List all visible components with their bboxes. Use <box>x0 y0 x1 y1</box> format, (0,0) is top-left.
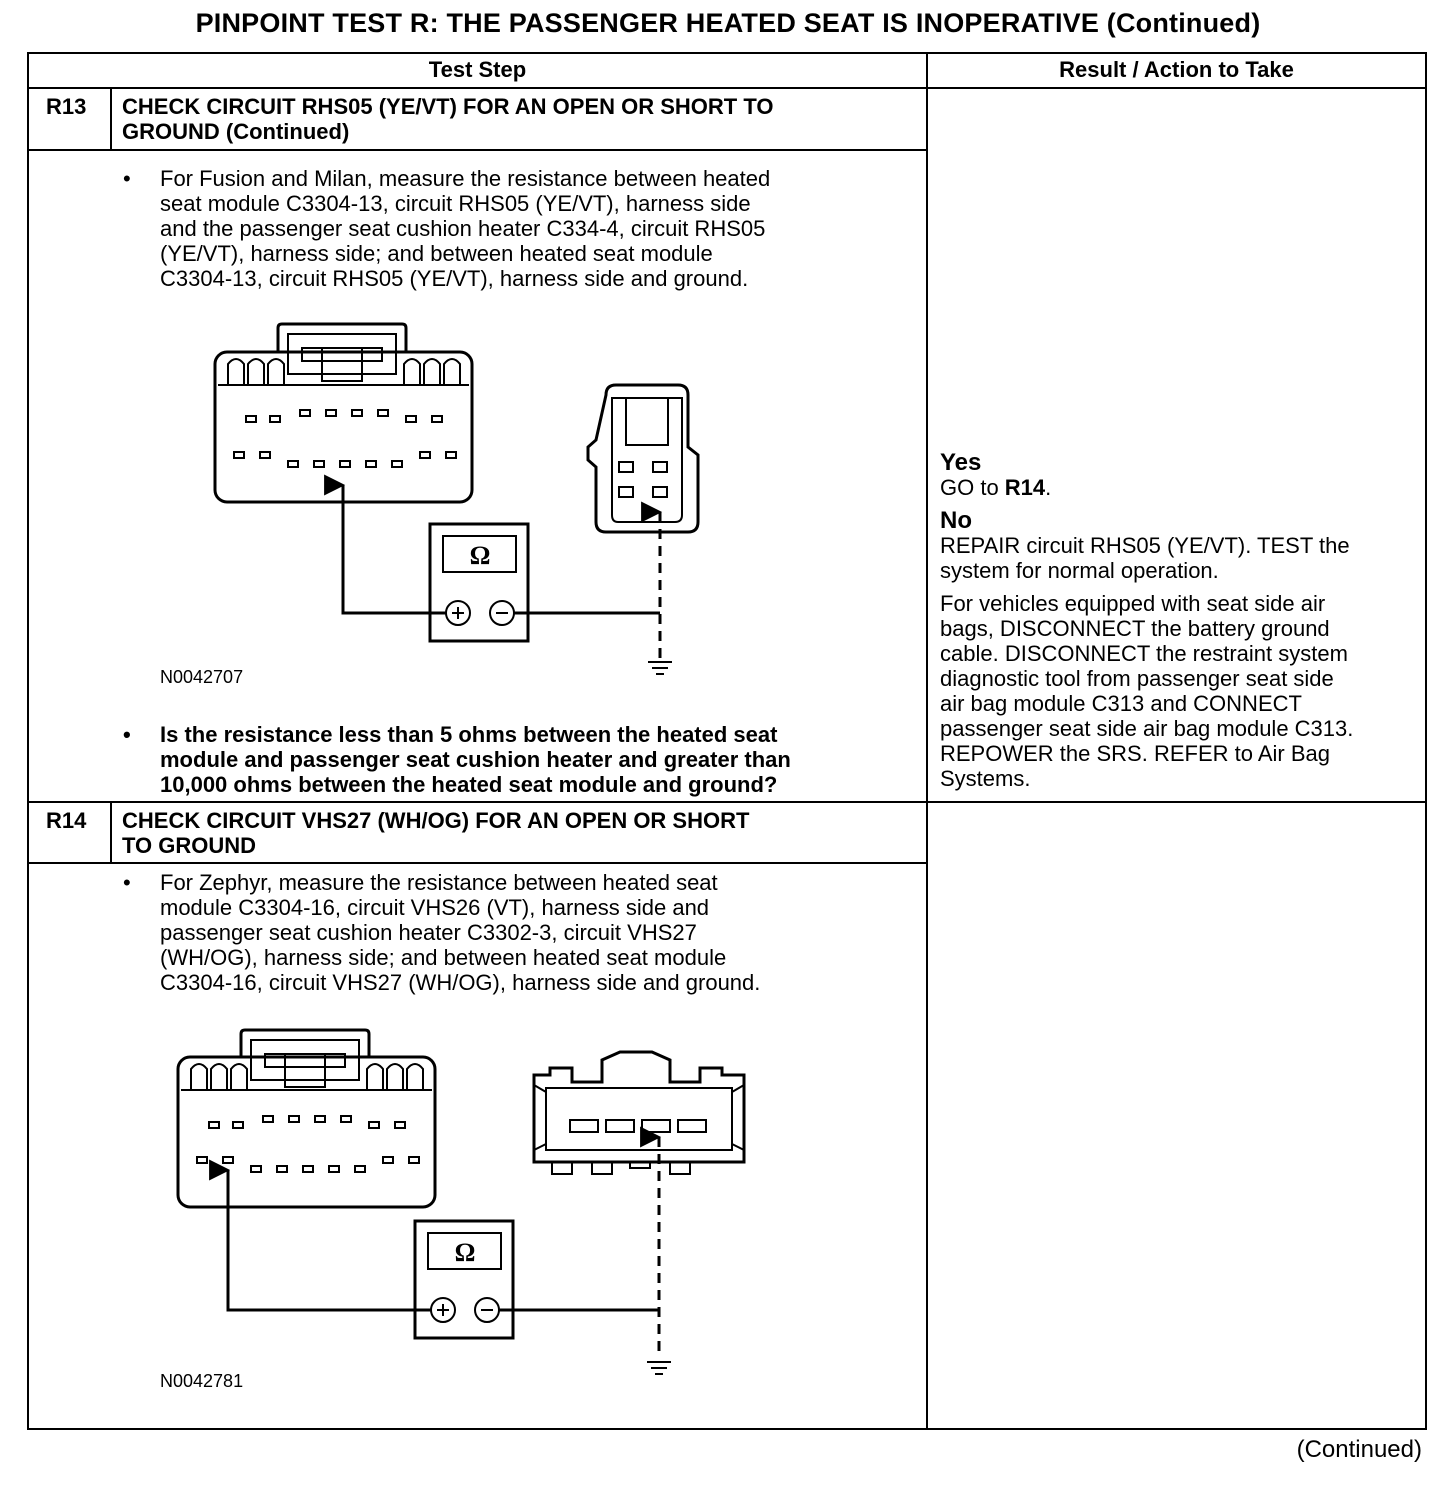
step-id-r13: R13 <box>46 94 87 119</box>
result-no-line: REPAIR circuit RHS05 (YE/VT). TEST the <box>940 533 1350 558</box>
continued-label: (Continued) <box>1296 1436 1422 1463</box>
result-yes-prefix: GO to <box>940 475 1005 500</box>
result-note-line: diagnostic tool from passenger seat side <box>940 666 1334 691</box>
r14-test-leads <box>228 1137 659 1358</box>
r14-heated-seat-module-connector <box>178 1030 435 1207</box>
r13-question-line: Is the resistance less than 5 ohms between the heated seat <box>160 722 778 747</box>
result-note-line: REPOWER the SRS. REFER to Air Bag <box>940 741 1331 766</box>
step-title-r14-line1: CHECK CIRCUIT VHS27 (WH/OG) FOR AN OPEN OR SHORT <box>122 808 750 833</box>
r14-figure-id: N0042781 <box>160 1371 244 1391</box>
bullet-mark: • <box>123 722 131 747</box>
r13-ohm-symbol: Ω <box>469 541 491 570</box>
r13-question-line: module and passenger seat cushion heater and greater than <box>160 747 791 772</box>
r13-instruction-line: C3304-13, circuit RHS05 (YE/VT), harness side and ground. <box>160 266 749 291</box>
result-note-line: cable. DISCONNECT the restraint system <box>940 641 1348 666</box>
r14-instruction-line: For Zephyr, measure the resistance between heated seat <box>160 870 718 895</box>
r13-ground-icon <box>648 662 672 674</box>
step-title-r13-line2: GROUND (Continued) <box>122 119 350 144</box>
r13-heated-seat-module-connector <box>215 324 472 502</box>
r13-figure-id: N0042707 <box>160 667 244 687</box>
result-yes-suffix: . <box>1045 475 1052 500</box>
r14-instruction-line: C3304-16, circuit VHS27 (WH/OG), harness side and ground. <box>160 970 761 995</box>
result-note-line: passenger seat side air bag module C313. <box>940 716 1354 741</box>
result-note-line: air bag module C313 and CONNECT <box>940 691 1302 716</box>
header-result-action: Result / Action to Take <box>1059 57 1294 82</box>
result-no-line: system for normal operation. <box>940 558 1219 583</box>
result-note-line: For vehicles equipped with seat side air <box>940 591 1326 616</box>
r13-instruction-line: (YE/VT), harness side; and between heated seat module <box>160 241 713 266</box>
r14-instruction-line: module C3304-16, circuit VHS26 (VT), harness side and <box>160 895 710 920</box>
r14-ground-icon <box>647 1362 671 1374</box>
page-title: PINPOINT TEST R: THE PASSENGER HEATED SEAT IS INOPERATIVE (Continued) <box>195 8 1261 38</box>
step-title-r14-line2: TO GROUND <box>122 833 257 858</box>
result-no-label: No <box>940 507 972 534</box>
step-title-r13-line1: CHECK CIRCUIT RHS05 (YE/VT) FOR AN OPEN OR SHORT TO <box>122 94 774 119</box>
r13-instruction-line: seat module C3304-13, circuit RHS05 (YE/VT), harness side <box>160 191 751 216</box>
result-note-line: Systems. <box>940 766 1031 791</box>
r13-seat-cushion-heater-connector <box>588 385 698 532</box>
r13-instruction-line: For Fusion and Milan, measure the resistance between heated <box>160 166 771 191</box>
bullet-mark: • <box>123 166 131 191</box>
r14-seat-cushion-heater-connector <box>534 1052 744 1174</box>
header-test-step: Test Step <box>428 57 527 82</box>
r13-question-line: 10,000 ohms between the heated seat module and ground? <box>160 772 778 797</box>
r14-ohm-symbol: Ω <box>454 1238 476 1267</box>
result-note-line: bags, DISCONNECT the battery ground <box>940 616 1330 641</box>
bullet-mark: • <box>123 870 131 895</box>
result-yes-label: Yes <box>940 449 982 476</box>
r13-instruction-line: and the passenger seat cushion heater C334-4, circuit RHS05 <box>160 216 766 241</box>
r14-instruction-line: passenger seat cushion heater C3302-3, circuit VHS27 <box>160 920 697 945</box>
step-id-r14: R14 <box>46 808 87 833</box>
r14-instruction-line: (WH/OG), harness side; and between heated seat module <box>160 945 727 970</box>
result-yes-target: R14 <box>1004 475 1046 500</box>
